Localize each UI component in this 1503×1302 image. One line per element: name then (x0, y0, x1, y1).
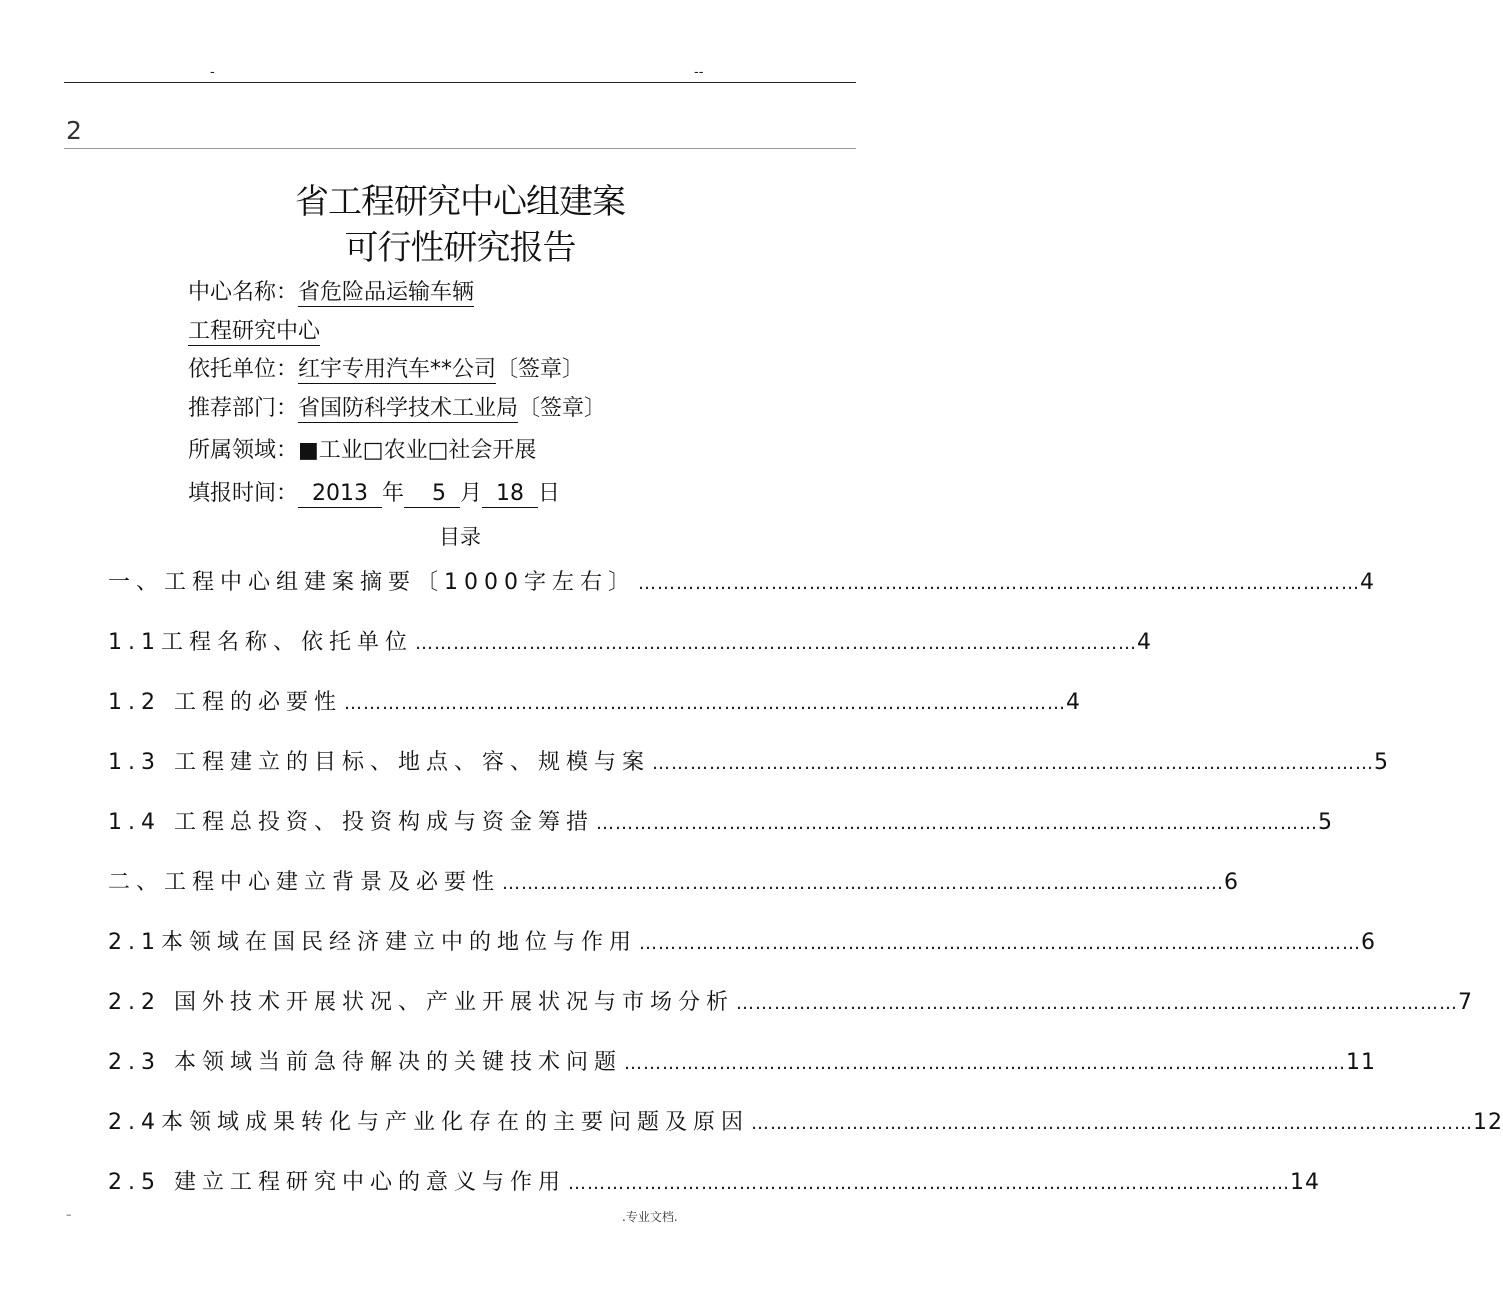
toc-entry[interactable] (108, 1168, 1320, 1198)
toc-entry-text: 1.1工程名称、依托单位 (108, 630, 413, 655)
toc-entry[interactable] (108, 988, 1473, 1018)
toc-entry-text: 2.3 本领域当前急待解决的关键技术问题 (108, 1050, 622, 1075)
report-title-line2: 可行性研究报告 (344, 228, 576, 268)
footer-note: .专业文档. (622, 1210, 678, 1224)
toc-entry-page: 12 (1473, 1110, 1503, 1135)
toc-entry-page: 4 (1360, 570, 1375, 595)
date-month: 5 (404, 481, 460, 508)
header-rule (64, 82, 856, 83)
toc-entry-text: 1.4 工程总投资、投资构成与资金筹措 (108, 810, 594, 835)
toc-entry-page: 6 (1224, 870, 1240, 895)
field-label: 所属领域： (188, 438, 299, 463)
recommend-dept-seal: 〔签章〕 (518, 396, 607, 421)
center-name-value: 省危险品运输车辆 (298, 280, 475, 305)
toc-entry-text: 1.2 工程的必要性 (108, 690, 342, 715)
toc-entry[interactable] (108, 808, 1333, 838)
toc-leader: …………………………………………………………………………………………………… (567, 1173, 1290, 1194)
toc-leader: …………………………………………………………………………………………………… (595, 813, 1318, 834)
date-label: 填报时间： (188, 481, 299, 506)
toc-leader: …………………………………………………………………………………………………… (651, 753, 1374, 774)
toc-entry[interactable] (108, 928, 1376, 958)
toc-entry-page: 14 (1289, 1170, 1320, 1195)
recommend-dept-label: 推荐部门： (188, 396, 299, 421)
center-name-row (188, 279, 474, 307)
toc-entry[interactable] (108, 568, 1375, 598)
field-row (188, 437, 536, 465)
toc-leader: …………………………………………………………………………………………………… (735, 993, 1458, 1014)
center-name-label: 中心名称： (188, 280, 299, 305)
recommend-dept-value: 省国防科学技术工业局 (298, 396, 519, 421)
header-mark-left: - (210, 65, 215, 80)
toc-entry-text: 二、工程中心建立背景及必要性 (108, 870, 501, 895)
toc-leader: …………………………………………………………………………………………………… (343, 693, 1066, 714)
date-year-unit: 年 (382, 481, 405, 506)
recommend-dept-row (188, 395, 606, 423)
toc-entry-text: 2.5 建立工程研究中心的意义与作用 (108, 1170, 566, 1195)
header-mark-right: -- (694, 65, 704, 80)
toc-leader: …………………………………………………………………………………………………… (639, 933, 1361, 954)
toc-leader: …………………………………………………………………………………………………… (751, 1113, 1473, 1134)
toc-entry[interactable] (108, 1048, 1376, 1078)
host-unit-row (188, 356, 584, 384)
toc-leader: …………………………………………………………………………………………………… (623, 1053, 1346, 1074)
date-day-unit: 日 (538, 481, 561, 506)
toc-entry-page: 5 (1373, 750, 1389, 775)
toc-entry-page: 4 (1065, 690, 1081, 715)
toc-title: 目录 (439, 525, 481, 549)
date-row (188, 480, 560, 508)
date-month-unit: 月 (460, 481, 483, 506)
toc-entry-text: 2.1本领域在国民经济建立中的地位与作用 (108, 930, 637, 955)
divider (64, 148, 856, 149)
toc-entry[interactable] (108, 628, 1152, 658)
date-year: 2013 (298, 481, 382, 508)
toc-entry-text: 一、工程中心组建案摘要〔1000字左右〕 (108, 570, 636, 595)
toc-entry-text: 2.2 国外技术开展状况、产业开展状况与市场分析 (108, 990, 734, 1015)
toc-entry-text: 1.3 工程建立的目标、地点、容、规模与案 (108, 750, 650, 775)
toc-entry-text: 2.4本领域成果转化与产业化存在的主要问题及原因 (108, 1110, 749, 1135)
report-title-line1: 省工程研究中心组建案 (295, 182, 625, 222)
center-name-value-2: 工程研究中心 (188, 319, 321, 344)
page-number: 2 (66, 116, 82, 145)
toc-entry-page: 11 (1345, 1050, 1376, 1075)
footer-mark: – (66, 1208, 72, 1221)
toc-leader: …………………………………………………………………………………………………… (638, 573, 1360, 594)
host-unit-value: 红宇专用汽车**公司 (298, 357, 497, 382)
toc-entry-page: 7 (1457, 990, 1473, 1015)
toc-entry-page: 4 (1137, 630, 1152, 655)
center-name-row-2 (188, 318, 320, 346)
toc-entry-page: 5 (1317, 810, 1333, 835)
field-value: ■工业□农业□社会开展 (298, 438, 537, 463)
toc-entry[interactable] (108, 748, 1389, 778)
toc-leader: …………………………………………………………………………………………………… (415, 633, 1137, 654)
host-unit-seal: 〔签章〕 (496, 357, 585, 382)
toc-entry[interactable] (108, 1108, 1503, 1138)
toc-entry[interactable] (108, 868, 1240, 898)
date-day: 18 (482, 481, 538, 508)
toc-entry-page: 6 (1361, 930, 1376, 955)
toc-entry[interactable] (108, 688, 1081, 718)
host-unit-label: 依托单位： (188, 357, 299, 382)
toc-leader: …………………………………………………………………………………………………… (502, 873, 1225, 894)
